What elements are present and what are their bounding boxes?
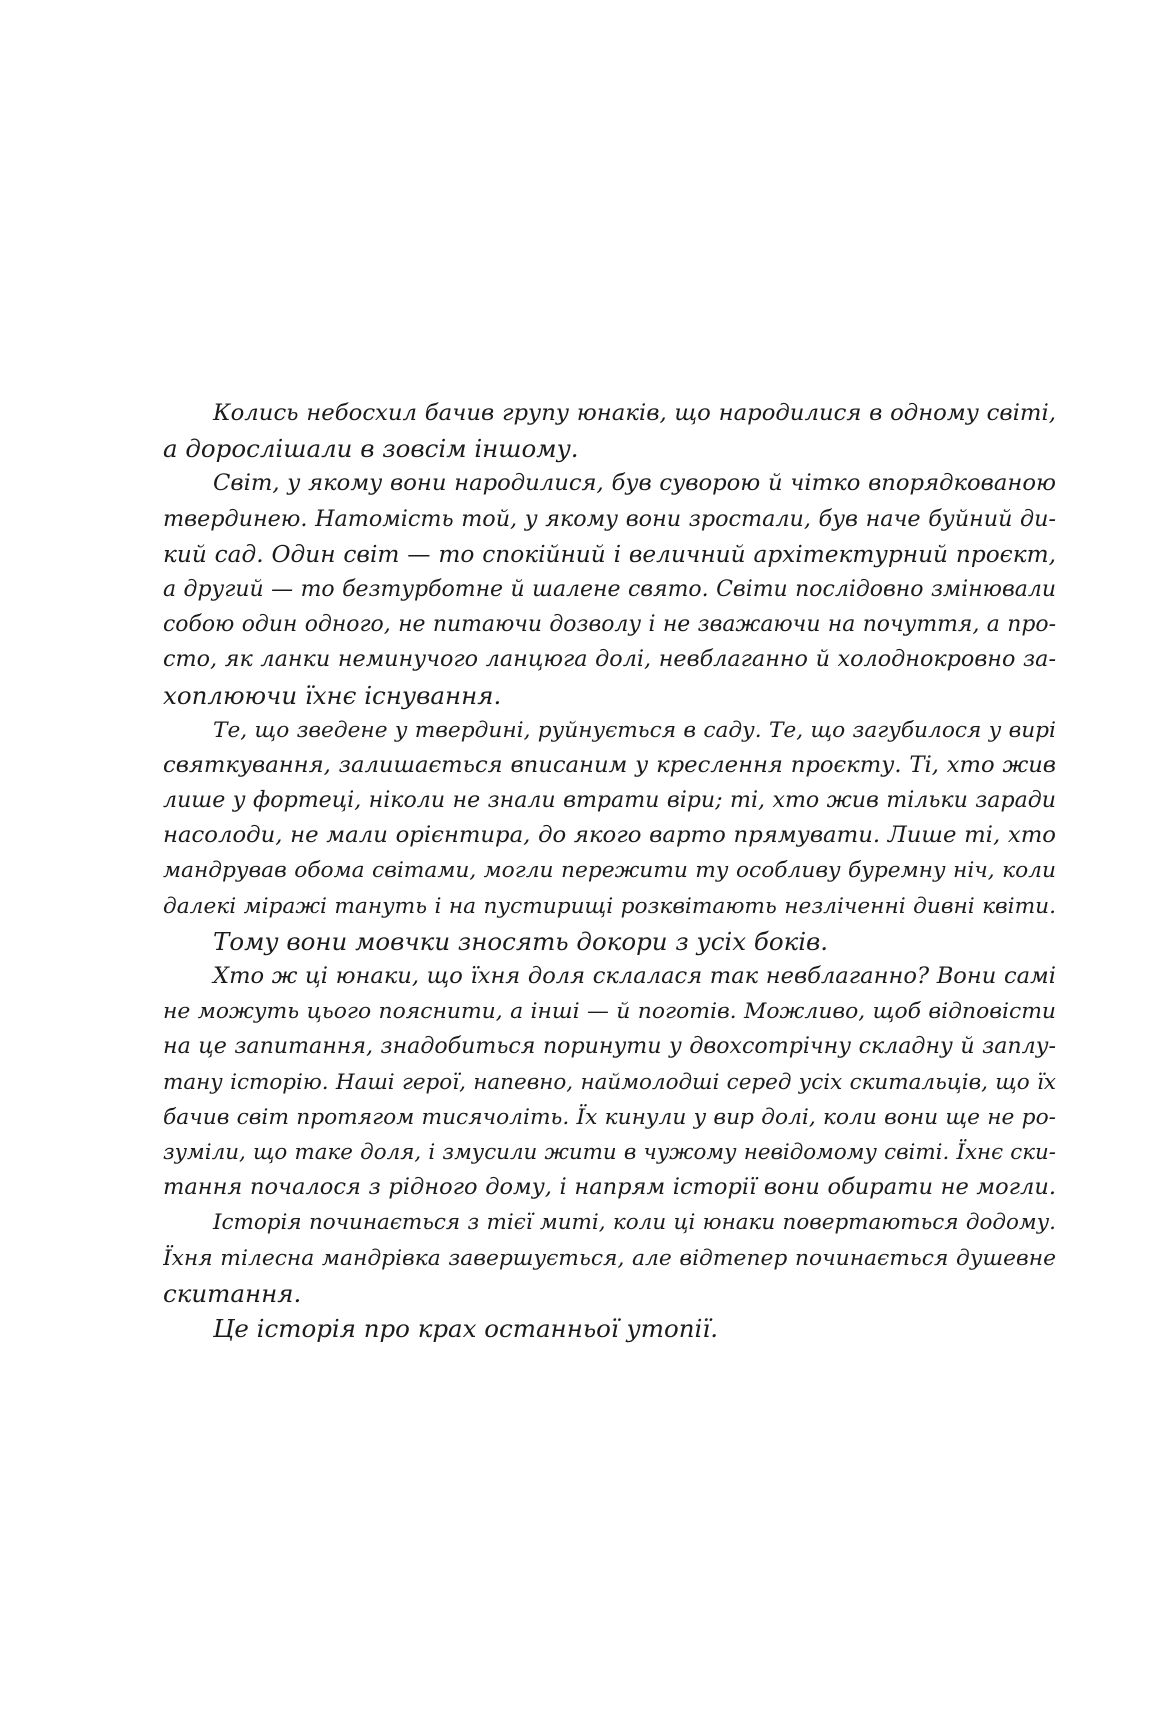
paragraph-5-line-5: бачив світ протягом тисячоліть. Їх кинули у вир долі, коли вони ще не ро- [163, 1104, 1056, 1130]
paragraph-5-line-1: Хто ж ці юнаки, що їхня доля склалася так невблаганно? Вони самі [213, 963, 1056, 989]
body-text [163, 396, 1056, 1346]
paragraph-5-line-7: тання почалося з рідного дому, і напрям історії вони обирати не могли. [163, 1174, 1056, 1201]
paragraph-2-line-2: твердинею. Натомість той, у якому вони зростали, був наче буйний ди- [163, 505, 1056, 532]
paragraph-2-line-1: Світ, у якому вони народилися, був суворою й чітко впорядкованою [213, 470, 1056, 497]
paragraph-3-line-6: далекі міражі тануть і на пустирищі розквітають незліченні дивні квіти. [163, 893, 1056, 919]
paragraph-1-line-1: Колись небосхил бачив групу юнаків, що народилися в одному світі, [213, 400, 1056, 426]
paragraph-2-line-4: а другий — то безтурботне й шалене свято. Світи послідовно змінювали [163, 576, 1056, 602]
paragraph-5-line-2: не можуть цього пояснити, а інші — й поготів. Можливо, щоб відповісти [163, 999, 1056, 1025]
paragraph-6-line-3: скитання. [163, 1278, 302, 1308]
paragraph-1-line-2: а дорослішали в зовсім іншому. [163, 434, 579, 464]
paragraph-6-line-2: Їхня тілесна мандрівка завершується, але відтепер починається душевне [163, 1245, 1056, 1271]
paragraph-3-line-4: насолоди, не мали орієнтира, до якого варто прямувати. Лише ті, хто [163, 822, 1056, 849]
paragraph-3-line-1: Те, що зведене у твердині, руйнується в саду. Те, що загубилося у вирі [213, 717, 1056, 743]
paragraph-5-line-4: тану історію. Наші герої, напевно, наймолодші серед усіх скитальців, що їх [163, 1069, 1056, 1095]
paragraph-2-line-3: кий сад. Один світ — то спокійний і величний архітектурний проєкт, [163, 540, 1056, 568]
paragraph-2-line-6: сто, як ланки неминучого ланцюга долі, невблаганно й холоднокровно за- [163, 646, 1056, 673]
paragraph-6-line-1: Історія починається з тієї миті, коли ці юнаки повертаються додому. [213, 1210, 1056, 1236]
paragraph-7-line-1: Це історія про крах останньої утопії. [213, 1313, 718, 1343]
paragraph-3-line-2: святкування, залишається вписаним у креслення проєкту. Ті, хто жив [163, 751, 1056, 778]
paragraph-2-line-5: собою один одного, не питаючи дозволу і не зважаючи на почуття, а про- [163, 612, 1056, 638]
paragraph-4-line-1: Тому вони мовчки зносять докори з усіх боків. [213, 926, 829, 956]
paragraph-2-line-7: хоплюючи їхнє існування. [163, 680, 502, 710]
paragraph-5-line-6: зуміли, що таке доля, і змусили жити в чужому невідомому світі. Їхнє ски- [163, 1139, 1056, 1165]
paragraph-3-line-5: мандрував обома світами, могли пережити ту особливу буремну ніч, коли [163, 858, 1056, 884]
paragraph-5-line-3: на це запитання, знадобиться поринути у двохсотрічну складну й заплу- [163, 1033, 1056, 1060]
paragraph-3-line-3: лише у фортеці, ніколи не знали втрати віри; ті, хто жив тільки заради [163, 787, 1056, 814]
